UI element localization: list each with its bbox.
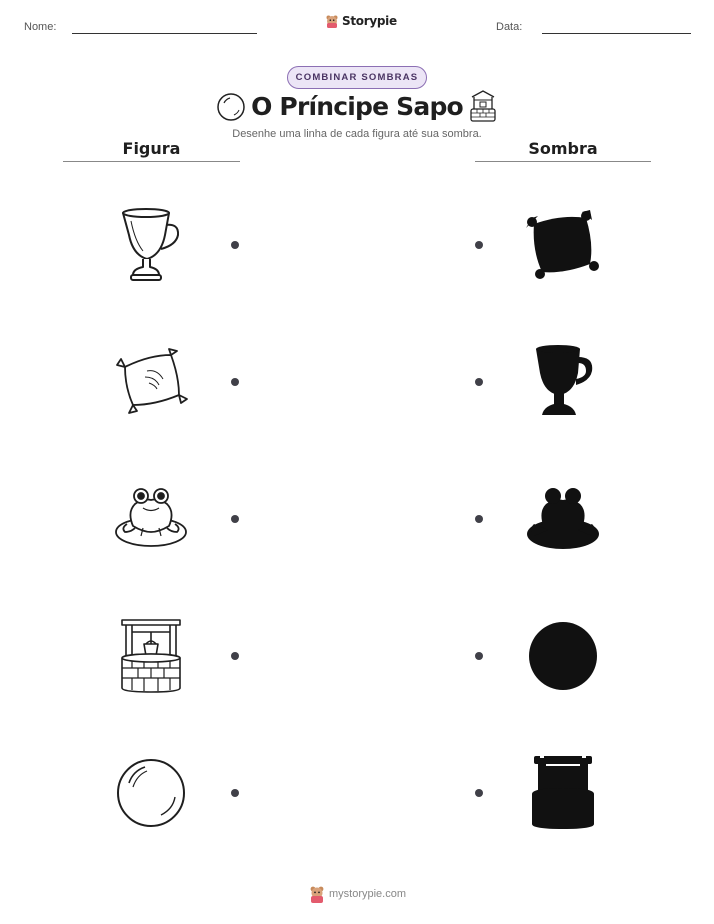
figure-pillow [113, 347, 189, 417]
storypie-bear-icon [309, 885, 325, 903]
golden-ball-small-icon [216, 92, 246, 122]
match-dot-left-5[interactable] [231, 789, 239, 797]
shadow-pillow [524, 210, 602, 282]
trophy-cup-silhouette-icon [532, 345, 596, 419]
figure-frog [113, 484, 189, 550]
shadow-frog [524, 486, 602, 552]
footer [309, 885, 406, 903]
shadow-wishing-well [530, 754, 596, 830]
match-dot-right-4[interactable] [475, 652, 483, 660]
page-title: O Príncipe Sapo [251, 92, 463, 121]
brand-logo [325, 14, 397, 28]
activity-badge: COMBINAR SOMBRAS [287, 66, 427, 89]
date-label: Data: [496, 21, 523, 33]
golden-ball-icon [115, 757, 187, 829]
match-dot-left-3[interactable] [231, 515, 239, 523]
shadow-trophy-cup [532, 345, 596, 419]
column-rule-shadow [475, 161, 651, 162]
frog-on-lilypad-icon [113, 484, 189, 550]
instructions: Desenhe uma linha de cada figura até sua sombra. [232, 128, 482, 140]
shadow-golden-ball [527, 620, 599, 692]
column-rule-figure [63, 161, 240, 162]
pillow-silhouette-icon [524, 210, 602, 282]
match-dot-right-3[interactable] [475, 515, 483, 523]
match-dot-right-5[interactable] [475, 789, 483, 797]
brand-name: Storypie [342, 14, 397, 28]
match-dot-left-2[interactable] [231, 378, 239, 386]
figure-wishing-well [118, 618, 184, 694]
match-dot-right-2[interactable] [475, 378, 483, 386]
match-dot-left-4[interactable] [231, 652, 239, 660]
match-dot-left-1[interactable] [231, 241, 239, 249]
wishing-well-small-icon [468, 89, 498, 123]
frog-on-lilypad-silhouette-icon [524, 486, 602, 552]
wishing-well-icon [118, 618, 184, 694]
pillow-icon [113, 347, 189, 417]
name-field-line[interactable] [72, 33, 257, 34]
golden-ball-silhouette-icon [527, 620, 599, 692]
figure-golden-ball [115, 757, 187, 829]
date-field-line[interactable] [542, 33, 691, 34]
wishing-well-silhouette-icon [530, 754, 596, 830]
column-head-figure: Figura [122, 139, 181, 158]
match-dot-right-1[interactable] [475, 241, 483, 249]
trophy-cup-icon [115, 205, 185, 283]
name-label: Nome: [24, 21, 57, 33]
column-head-shadow: Sombra [528, 139, 598, 158]
figure-trophy-cup [115, 205, 185, 283]
storypie-bear-icon [325, 14, 339, 28]
footer-site[interactable]: mystorypie.com [329, 888, 407, 900]
